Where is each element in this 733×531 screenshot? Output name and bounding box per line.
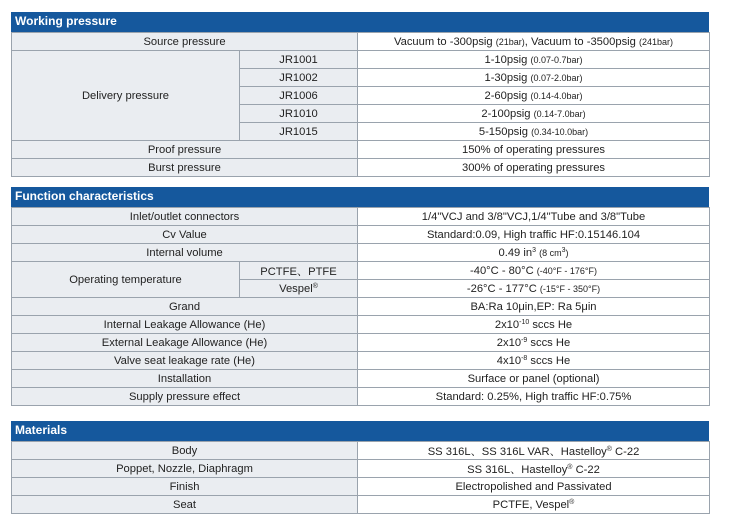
internal-leak-label: Internal Leakage Allowance (He)	[12, 316, 358, 334]
delivery-pressure-label: Delivery pressure	[12, 51, 240, 141]
function-section	[11, 187, 709, 406]
table-row	[12, 388, 710, 406]
table-row	[12, 159, 710, 177]
seat-label: Seat	[12, 496, 358, 514]
proof-pressure-value: 150% of operating pressures	[358, 141, 710, 159]
external-leak-label: External Leakage Allowance (He)	[12, 334, 358, 352]
function-table	[11, 207, 710, 406]
model-cell: JR1002	[240, 69, 358, 87]
volume-value: 0.49 $in^3$ (8 $cm^3$)	[358, 244, 710, 262]
body-label: Body	[12, 442, 358, 460]
connectors-label: Inlet/outlet connectors	[12, 208, 358, 226]
burst-pressure-value: 300% of operating pressures	[358, 159, 710, 177]
finish-value: Electropolished and Passivated	[358, 478, 710, 496]
model-cell: JR1015	[240, 123, 358, 141]
source-pressure-label: Source pressure	[12, 33, 358, 51]
working-pressure-header: Working pressure	[11, 12, 709, 32]
proof-pressure-label: Proof pressure	[12, 141, 358, 159]
optemp-value: -26°C - 177°C (-15°F - 350°F)	[358, 280, 710, 298]
function-header: Function characteristics	[11, 187, 709, 207]
optemp-value: -40°C - 80°C (-40°F - 176°F)	[358, 262, 710, 280]
table-row	[12, 352, 710, 370]
model-range: 2-100psig (0.14-7.0bar)	[358, 105, 710, 123]
internal-leak-value: $2x10^{-10}$ sccs He	[358, 316, 710, 334]
cv-value: Standard:0.09, High traffic HF:0.15146.104	[358, 226, 710, 244]
table-row	[12, 226, 710, 244]
working-pressure-table	[11, 32, 710, 177]
table-row	[12, 141, 710, 159]
grand-value: BA:Ra 10μin,EP: Ra 5μin	[358, 298, 710, 316]
table-row	[12, 51, 710, 69]
supply-effect-value: Standard: 0.25%, High traffic HF:0.75%	[358, 388, 710, 406]
table-row	[12, 33, 710, 51]
table-row	[12, 316, 710, 334]
grand-label: Grand	[12, 298, 358, 316]
model-range: 1-30psig (0.07-2.0bar)	[358, 69, 710, 87]
materials-section	[11, 421, 709, 514]
table-row	[12, 370, 710, 388]
table-row	[12, 262, 710, 280]
model-range: 5-150psig (0.34-10.0bar)	[358, 123, 710, 141]
table-row	[12, 496, 710, 514]
finish-label: Finish	[12, 478, 358, 496]
table-row	[12, 478, 710, 496]
table-row	[12, 244, 710, 262]
seat-value: PCTFE, Vespel®	[358, 496, 710, 514]
external-leak-value: $2x10^{-9}$ sccs He	[358, 334, 710, 352]
supply-effect-label: Supply pressure effect	[12, 388, 358, 406]
volume-label: Internal volume	[12, 244, 358, 262]
table-row	[12, 442, 710, 460]
valve-seat-leak-label: Valve seat leakage rate (He)	[12, 352, 358, 370]
table-row	[12, 208, 710, 226]
installation-label: Installation	[12, 370, 358, 388]
model-range: 2-60psig (0.14-4.0bar)	[358, 87, 710, 105]
optemp-material: PCTFE、PTFE	[240, 262, 358, 280]
model-cell: JR1010	[240, 105, 358, 123]
optemp-label: Operating temperature	[12, 262, 240, 298]
optemp-material: Vespel®	[240, 280, 358, 298]
burst-pressure-label: Burst pressure	[12, 159, 358, 177]
cv-label: Cv Value	[12, 226, 358, 244]
working-pressure-section	[11, 12, 709, 177]
table-row	[12, 298, 710, 316]
table-row	[12, 334, 710, 352]
source-pressure-value: Vacuum to -300psig (21bar), Vacuum to -3500psig (241bar)	[358, 33, 710, 51]
table-row	[12, 460, 710, 478]
materials-header: Materials	[11, 421, 709, 441]
model-cell: JR1001	[240, 51, 358, 69]
poppet-value: SS 316L、Hastelloy® C-22	[358, 460, 710, 478]
poppet-label: Poppet, Nozzle, Diaphragm	[12, 460, 358, 478]
valve-seat-leak-value: $4x10^{-8}$ sccs He	[358, 352, 710, 370]
body-value: SS 316L、SS 316L VAR、Hastelloy® C-22	[358, 442, 710, 460]
connectors-value: 1/4"VCJ and 3/8"VCJ,1/4"Tube and 3/8"Tube	[358, 208, 710, 226]
model-cell: JR1006	[240, 87, 358, 105]
materials-table	[11, 441, 710, 514]
installation-value: Surface or panel (optional)	[358, 370, 710, 388]
model-range: 1-10psig (0.07-0.7bar)	[358, 51, 710, 69]
